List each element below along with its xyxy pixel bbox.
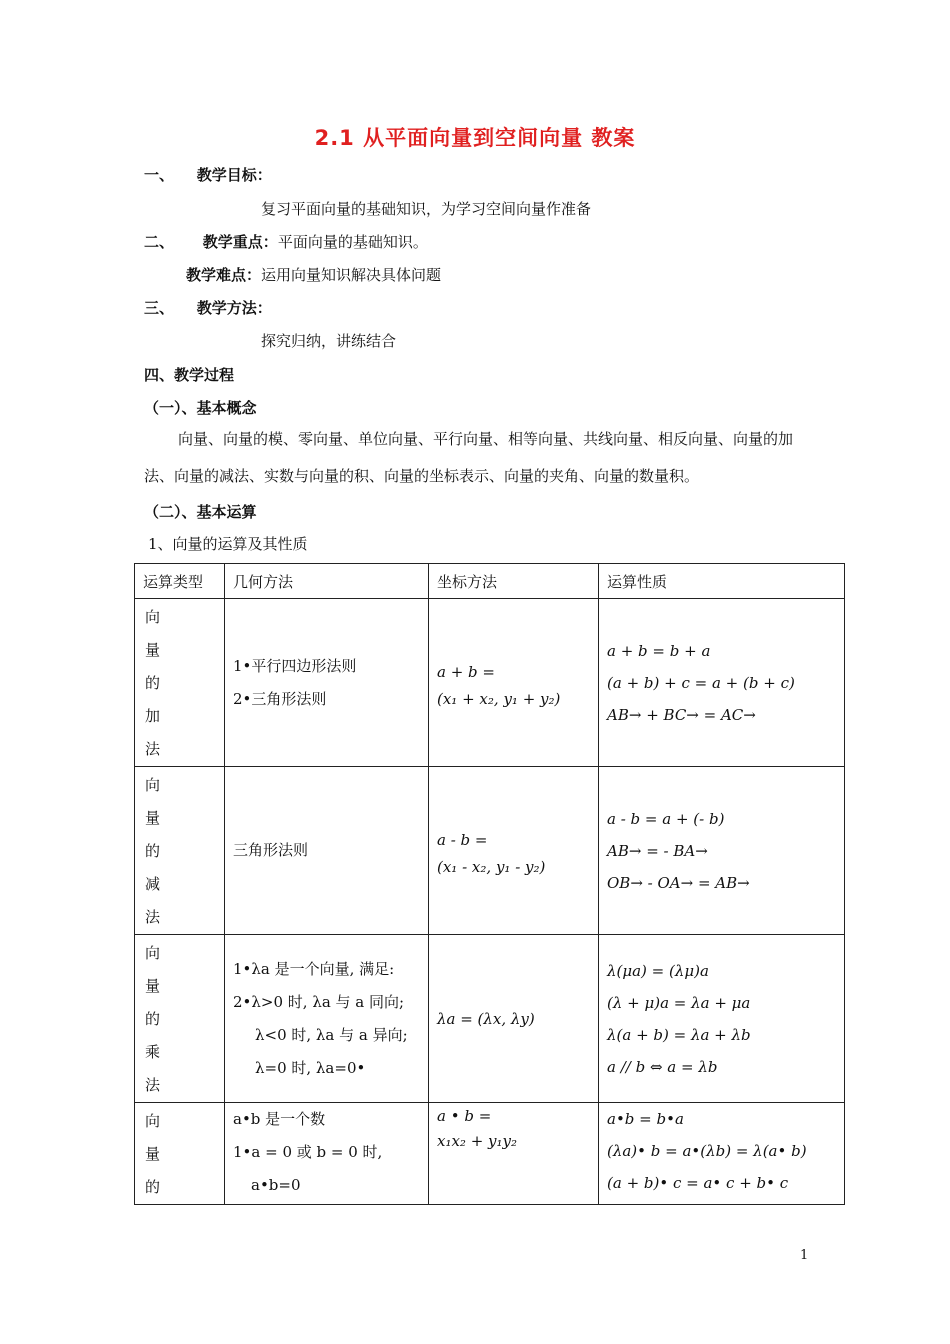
prop-line: AB→ = - BA→ xyxy=(607,841,708,860)
subsection-2: （二）、基本运算 xyxy=(144,503,257,521)
section-3-label: 教学方法： xyxy=(196,299,272,317)
geo-line: 2•三角形法则 xyxy=(233,689,327,708)
coord-line: λa = (λx, λy) xyxy=(437,1009,535,1028)
row-geometric xyxy=(225,599,429,767)
coord-line: a - b = xyxy=(437,830,488,849)
coord-line: (x₁ - x₂, y₁ - y₂) xyxy=(437,857,546,876)
type-char: 量 xyxy=(145,977,161,995)
row-properties xyxy=(599,935,845,1103)
prop-line: a + b = b + a xyxy=(607,641,711,660)
geo-line: 1•a = 0 或 b = 0 时, xyxy=(233,1143,383,1161)
section-1-label: 教学目标： xyxy=(196,166,272,184)
prop-line: OB→ - OA→ = AB→ xyxy=(607,873,750,892)
prop-line: a // b ⇔ a = λb xyxy=(607,1057,718,1076)
geo-line: λ<0 时, λa 与 a 异向; xyxy=(255,1025,408,1044)
section-2-text: 平面向量的基础知识。 xyxy=(277,233,428,251)
header-type: 运算类型 xyxy=(135,564,225,599)
table-row xyxy=(135,1103,845,1205)
type-char: 向 xyxy=(145,944,161,962)
section-3-number: 三、 xyxy=(144,299,175,317)
geo-line: 1•λa 是一个向量, 满足: xyxy=(233,959,395,978)
section-1 xyxy=(144,164,272,185)
row-type-dot-product xyxy=(135,1103,225,1205)
section-2-label: 教学重点： xyxy=(202,233,278,251)
type-char: 的 xyxy=(145,842,161,860)
header-coordinate: 坐标方法 xyxy=(429,564,599,599)
type-char: 加 xyxy=(145,707,161,725)
type-char: 向 xyxy=(145,1112,161,1130)
section-2 xyxy=(144,231,428,252)
type-char: 向 xyxy=(145,608,161,626)
section-4-label: 四、教学过程 xyxy=(144,366,235,384)
header-geometric: 几何方法 xyxy=(225,564,429,599)
coord-line: x₁x₂ + y₁y₂ xyxy=(437,1132,518,1150)
type-char: 法 xyxy=(145,908,161,926)
section-1-text: 复习平面向量的基础知识，为学习空间向量作准备 xyxy=(261,200,592,218)
type-char: 乘 xyxy=(145,1043,161,1061)
type-char: 的 xyxy=(145,1010,161,1028)
row-geometric xyxy=(225,935,429,1103)
type-char: 量 xyxy=(145,1145,161,1163)
geo-line: λ=0 时, λa=0• xyxy=(255,1058,366,1077)
section-2b-text: 运用向量知识解决具体问题 xyxy=(261,266,442,284)
prop-line: AB→ + BC→ = AC→ xyxy=(607,705,756,724)
prop-line: (a + b)• c = a• c + b• c xyxy=(607,1174,789,1192)
section-1-number: 一、 xyxy=(144,166,175,184)
coord-line: a • b = xyxy=(437,1107,492,1125)
prop-line: λ(a + b) = λa + λb xyxy=(607,1025,751,1044)
row-properties xyxy=(599,767,845,935)
geo-line: 三角形法则 xyxy=(233,841,309,859)
row-type-subtraction xyxy=(135,767,225,935)
prop-line: λ(μa) = (λμ)a xyxy=(607,961,709,980)
subsection-2-item: 1、向量的运算及其性质 xyxy=(148,535,308,553)
coord-line: a + b = xyxy=(437,662,495,681)
type-char: 法 xyxy=(145,740,161,758)
table-row xyxy=(135,599,845,767)
geo-line: 2•λ>0 时, λa 与 a 同向; xyxy=(233,992,405,1011)
geo-line: a•b 是一个数 xyxy=(233,1110,326,1128)
row-coordinate xyxy=(429,599,599,767)
section-3 xyxy=(144,297,272,318)
table-header-row xyxy=(135,564,845,599)
section-2b xyxy=(186,264,441,285)
type-char: 减 xyxy=(145,875,161,893)
header-properties: 运算性质 xyxy=(599,564,845,599)
geo-line: 1•平行四边形法则 xyxy=(233,656,357,675)
coord-line: (x₁ + x₂, y₁ + y₂) xyxy=(437,689,561,708)
row-coordinate xyxy=(429,935,599,1103)
type-char: 的 xyxy=(145,1178,161,1196)
row-geometric xyxy=(225,1103,429,1205)
operations-table xyxy=(134,563,845,1205)
page-number: 1 xyxy=(800,1248,809,1263)
row-coordinate xyxy=(429,767,599,935)
row-coordinate xyxy=(429,1103,599,1205)
prop-line: (λa)• b = a•(λb) = λ(a• b) xyxy=(607,1142,807,1160)
type-char: 量 xyxy=(145,809,161,827)
geo-line: a•b=0 xyxy=(251,1176,301,1194)
subsection-1: （一）、基本概念 xyxy=(144,399,257,417)
type-char: 向 xyxy=(145,776,161,794)
page-title: 2.1 从平面向量到空间向量 教案 xyxy=(314,126,636,150)
section-3-text: 探究归纳，讲练结合 xyxy=(261,332,397,350)
prop-line: a•b = b•a xyxy=(607,1110,684,1128)
table-row xyxy=(135,935,845,1103)
row-properties xyxy=(599,599,845,767)
prop-line: a - b = a + (- b) xyxy=(607,809,725,828)
concept-paragraph: 向量、向量的模、零向量、单位向量、平行向量、相等向量、共线向量、相反向量、向量的加法、向量的减法、实数与向量的积、向量的坐标表示、向量的夹角、向量的数量积。 xyxy=(144,430,794,485)
prop-line: (λ + μ)a = λa + μa xyxy=(607,993,751,1012)
section-2b-label: 教学难点： xyxy=(186,266,262,284)
section-2-number: 二、 xyxy=(144,233,175,251)
row-type-multiplication xyxy=(135,935,225,1103)
table-row xyxy=(135,767,845,935)
row-type-addition xyxy=(135,599,225,767)
row-geometric xyxy=(225,767,429,935)
type-char: 法 xyxy=(145,1076,161,1094)
prop-line: (a + b) + c = a + (b + c) xyxy=(607,673,795,692)
type-char: 的 xyxy=(145,674,161,692)
type-char: 量 xyxy=(145,641,161,659)
row-properties xyxy=(599,1103,845,1205)
